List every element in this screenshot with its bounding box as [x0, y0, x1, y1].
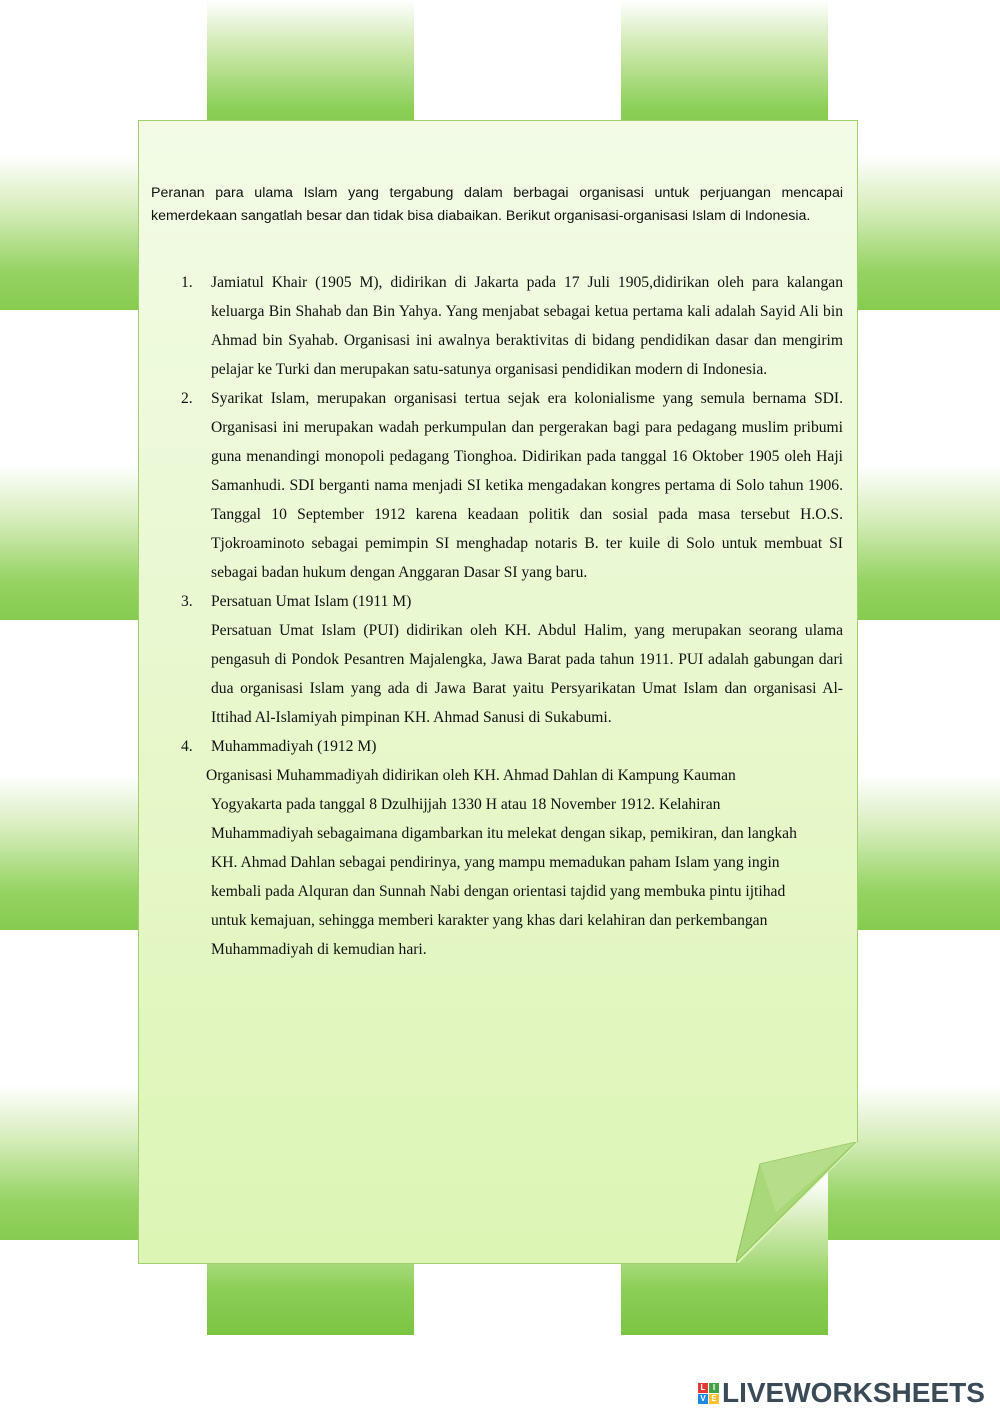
- item-number: 1.: [181, 274, 193, 291]
- logo-badge: [698, 1383, 719, 1404]
- logo-badge-letter: V: [698, 1394, 708, 1404]
- logo-badge-letter: E: [709, 1394, 719, 1404]
- logo-badge-letter: I: [709, 1383, 719, 1393]
- item-number: 3.: [181, 593, 193, 610]
- liveworksheets-logo: [698, 1378, 985, 1408]
- intro-paragraph: Peranan para ulama Islam yang tergabung dalam berbagai organisasi untuk perjuangan mencapai kemerdekaan sangatlah besar dan tidak bisa diabaikan. Berikut organisasi-organisasi Islam di Indonesia.: [151, 185, 843, 224]
- item-text: Persatuan Umat Islam (PUI) didirikan oleh KH. Abdul Halim, yang merupakan seorang ulama pengasuh di Pondok Pesantren Majalengka, Jawa Barat pada tahun 1911. PUI adalah gabungan dari dua organisasi Islam yang ada di Jawa Barat yaitu Persyarikatan Umat Islam dan organisasi Al-Ittihad Al-Islamiyah pimpinan KH. Ahmad Sanusi di Sukabumi.: [211, 622, 843, 726]
- item-line: KH. Ahmad Dahlan sebagai pendirinya, yang mampu memadukan paham Islam yang ingin: [211, 854, 780, 871]
- item-line: Organisasi Muhammadiyah didirikan oleh KH. Ahmad Dahlan di Kampung Kauman: [206, 767, 736, 784]
- item-number: 2.: [181, 390, 193, 407]
- page-curl: [736, 1142, 858, 1264]
- list-item: [151, 268, 843, 384]
- list-item: [151, 732, 843, 964]
- list-item: [151, 587, 843, 732]
- item-title: Muhammadiyah (1912 M): [211, 738, 377, 755]
- item-text: Jamiatul Khair (1905 M), didirikan di Jakarta pada 17 Juli 1905,didirikan oleh para kalangan keluarga Bin Shahab dan Bin Yahya. Yang menjabat sebagai ketua pertama kali adalah Sayid Ali bin Ahmad bin Syahab. Organisasi ini awalnya beraktivitas di bidang pendidikan dasar dan mengirim pelajar ke Turki dan merupakan satu-satunya organisasi pendidikan modern di Indonesia.: [211, 274, 843, 378]
- item-line: Muhammadiyah di kemudian hari.: [211, 941, 427, 958]
- list-item: [151, 384, 843, 587]
- item-line: kembali pada Alquran dan Sunnah Nabi dengan orientasi tajdid yang membuka pintu ijtihad: [211, 883, 786, 900]
- logo-badge-letter: L: [698, 1383, 708, 1393]
- item-number: 4.: [181, 738, 193, 755]
- item-line: Yogyakarta pada tanggal 8 Dzulhijjah 1330 H atau 18 November 1912. Kelahiran: [211, 796, 721, 813]
- logo-text: LIVEWORKSHEETS: [722, 1377, 985, 1408]
- item-title: Persatuan Umat Islam (1911 M): [211, 593, 412, 610]
- item-line: Muhammadiyah sebagaimana digambarkan itu melekat dengan sikap, pemikiran, dan langkah: [211, 825, 797, 842]
- item-text: Syarikat Islam, merupakan organisasi tertua sejak era kolonialisme yang semula bernama SDI. Organisasi ini merupakan wadah perkumpulan dan pergerakan bagi para pedagang muslim pribumi guna menandingi monopoli pedagang Tionghoa. Didirikan pada tanggal 16 Oktober 1905 oleh Haji Samanhudi. SDI berganti nama menjadi SI ketika mengadakan kongres pertama di Solo tahun 1906. Tanggal 10 September 1912 karena keadaan politik dan sosial pada masa tersebut H.O.S. Tjokroaminoto sebagai pemimpin SI menghadap notaris B. ter kuile di Solo untuk membuat SI sebagai badan hukum dengan Anggaran Dasar SI yang baru.: [211, 390, 843, 581]
- organization-list: [151, 268, 843, 964]
- item-line: untuk kemajuan, sehingga memberi karakter yang khas dari kelahiran dan perkembangan: [211, 912, 768, 929]
